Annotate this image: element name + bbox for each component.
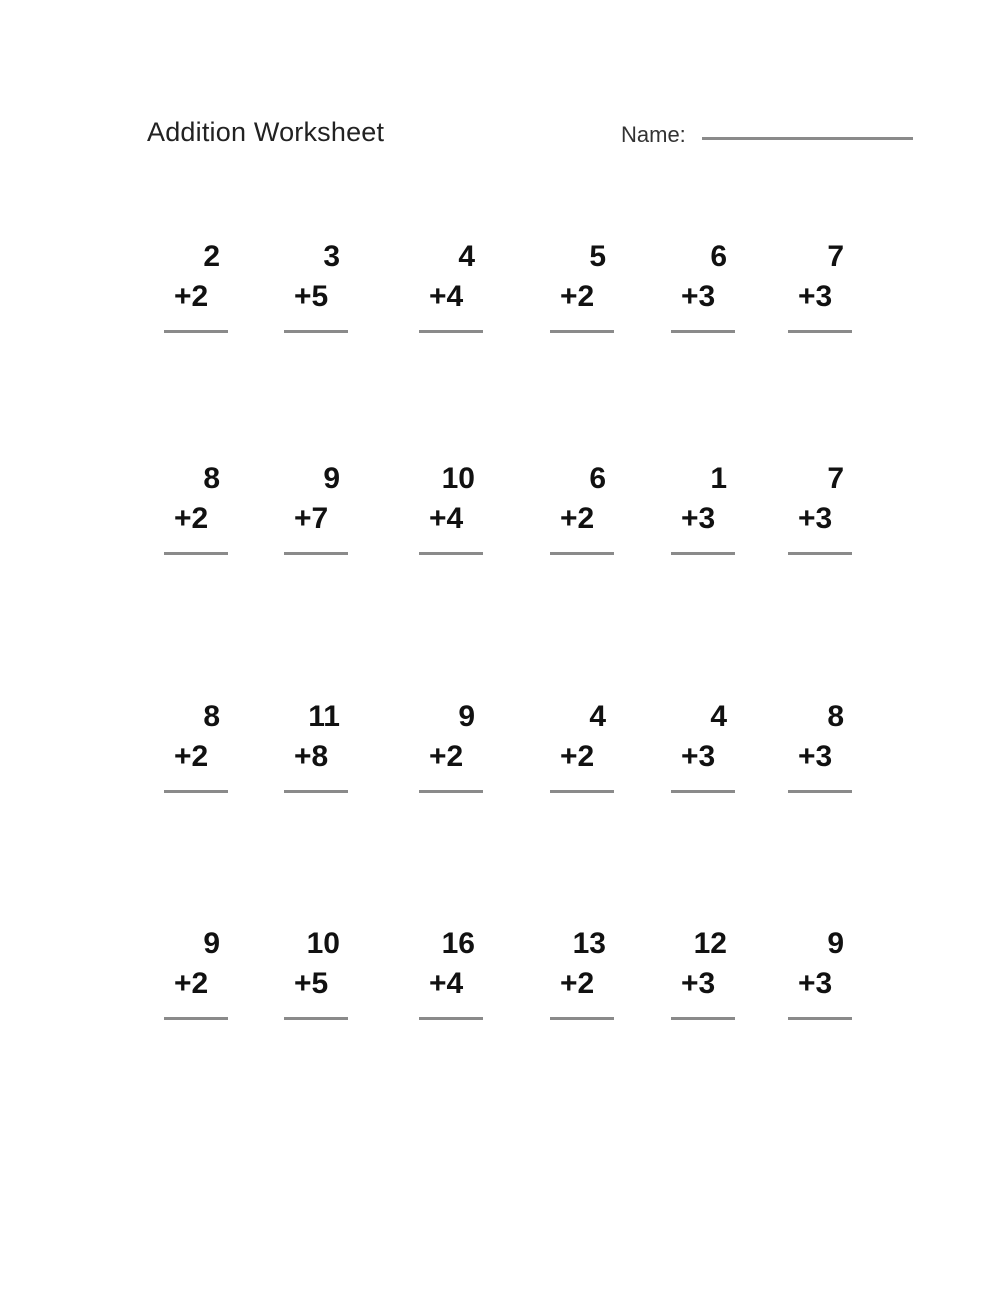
addend-top: 8 xyxy=(203,462,220,495)
answer-line[interactable] xyxy=(284,330,348,333)
addend-top: 4 xyxy=(589,700,606,733)
answer-line[interactable] xyxy=(788,1017,852,1020)
answer-line[interactable] xyxy=(788,330,852,333)
addend-top: 9 xyxy=(827,927,844,960)
addition-problem xyxy=(671,702,735,802)
addend-bottom: +4 xyxy=(429,502,464,535)
answer-line[interactable] xyxy=(788,552,852,555)
addition-problem xyxy=(671,929,735,1029)
addend-bottom: +2 xyxy=(174,502,209,535)
answer-line[interactable] xyxy=(671,552,735,555)
worksheet-title: Addition Worksheet xyxy=(147,117,385,147)
answer-line[interactable] xyxy=(671,1017,735,1020)
addition-problem xyxy=(164,702,228,802)
addend-top: 7 xyxy=(827,240,844,273)
addend-bottom: +3 xyxy=(681,502,716,535)
answer-line[interactable] xyxy=(419,552,483,555)
addend-bottom: +2 xyxy=(560,967,595,1000)
answer-line[interactable] xyxy=(419,330,483,333)
addend-bottom: +3 xyxy=(798,740,833,773)
addition-problem xyxy=(164,929,228,1029)
addend-bottom: +2 xyxy=(174,280,209,313)
addition-problem xyxy=(671,242,735,342)
addition-problem xyxy=(164,464,228,564)
answer-line[interactable] xyxy=(284,1017,348,1020)
addend-bottom: +7 xyxy=(294,502,329,535)
addend-top: 10 xyxy=(441,462,475,495)
addition-problem xyxy=(284,464,348,564)
addition-problem xyxy=(164,242,228,342)
addend-top: 3 xyxy=(323,240,340,273)
addition-problem xyxy=(788,702,852,802)
answer-line[interactable] xyxy=(164,790,228,793)
answer-line[interactable] xyxy=(550,330,614,333)
addend-top: 5 xyxy=(589,240,606,273)
addend-bottom: +2 xyxy=(174,740,209,773)
addend-bottom: +3 xyxy=(681,967,716,1000)
addition-problem xyxy=(788,242,852,342)
answer-line[interactable] xyxy=(550,552,614,555)
addend-top: 11 xyxy=(308,700,340,733)
answer-line[interactable] xyxy=(671,330,735,333)
answer-line[interactable] xyxy=(164,330,228,333)
addend-bottom: +3 xyxy=(798,967,833,1000)
addend-top: 2 xyxy=(203,240,220,273)
addend-bottom: +4 xyxy=(429,280,464,313)
addend-top: 7 xyxy=(827,462,844,495)
addend-top: 4 xyxy=(710,700,727,733)
addend-top: 4 xyxy=(458,240,475,273)
addend-bottom: +8 xyxy=(294,740,329,773)
addend-top: 8 xyxy=(827,700,844,733)
addend-bottom: +2 xyxy=(560,740,595,773)
addition-problem xyxy=(550,464,614,564)
addition-problem xyxy=(550,929,614,1029)
addition-problem xyxy=(284,242,348,342)
addend-bottom: +5 xyxy=(294,967,329,1000)
answer-line[interactable] xyxy=(788,790,852,793)
addition-problem xyxy=(550,702,614,802)
addition-problem xyxy=(419,929,483,1029)
answer-line[interactable] xyxy=(550,790,614,793)
answer-line[interactable] xyxy=(671,790,735,793)
addition-problem xyxy=(419,464,483,564)
addend-top: 8 xyxy=(203,700,220,733)
addition-problem xyxy=(788,929,852,1029)
answer-line[interactable] xyxy=(164,1017,228,1020)
addend-bottom: +2 xyxy=(429,740,464,773)
name-entry-line[interactable] xyxy=(702,137,913,140)
addend-top: 9 xyxy=(323,462,340,495)
addition-problem xyxy=(550,242,614,342)
addend-top: 10 xyxy=(306,927,340,960)
addition-problem xyxy=(788,464,852,564)
addend-top: 6 xyxy=(589,462,606,495)
answer-line[interactable] xyxy=(550,1017,614,1020)
answer-line[interactable] xyxy=(419,1017,483,1020)
addition-problem xyxy=(671,464,735,564)
addend-bottom: +2 xyxy=(560,280,595,313)
addition-problem xyxy=(419,702,483,802)
answer-line[interactable] xyxy=(164,552,228,555)
addend-bottom: +2 xyxy=(560,502,595,535)
addend-bottom: +3 xyxy=(681,740,716,773)
addend-bottom: +4 xyxy=(429,967,464,1000)
addend-bottom: +5 xyxy=(294,280,329,313)
addend-top: 16 xyxy=(441,927,475,960)
name-label: Name: xyxy=(621,122,686,147)
addend-top: 9 xyxy=(203,927,220,960)
addend-bottom: +3 xyxy=(681,280,716,313)
addition-problem xyxy=(284,702,348,802)
addition-problem xyxy=(419,242,483,342)
addend-bottom: +3 xyxy=(798,280,833,313)
addend-top: 6 xyxy=(710,240,727,273)
addend-top: 9 xyxy=(458,700,475,733)
answer-line[interactable] xyxy=(284,552,348,555)
addend-top: 13 xyxy=(572,927,606,960)
addend-bottom: +2 xyxy=(174,967,209,1000)
addend-bottom: +3 xyxy=(798,502,833,535)
addend-top: 12 xyxy=(693,927,727,960)
addition-problem xyxy=(284,929,348,1029)
addend-top: 1 xyxy=(710,462,727,495)
answer-line[interactable] xyxy=(284,790,348,793)
answer-line[interactable] xyxy=(419,790,483,793)
